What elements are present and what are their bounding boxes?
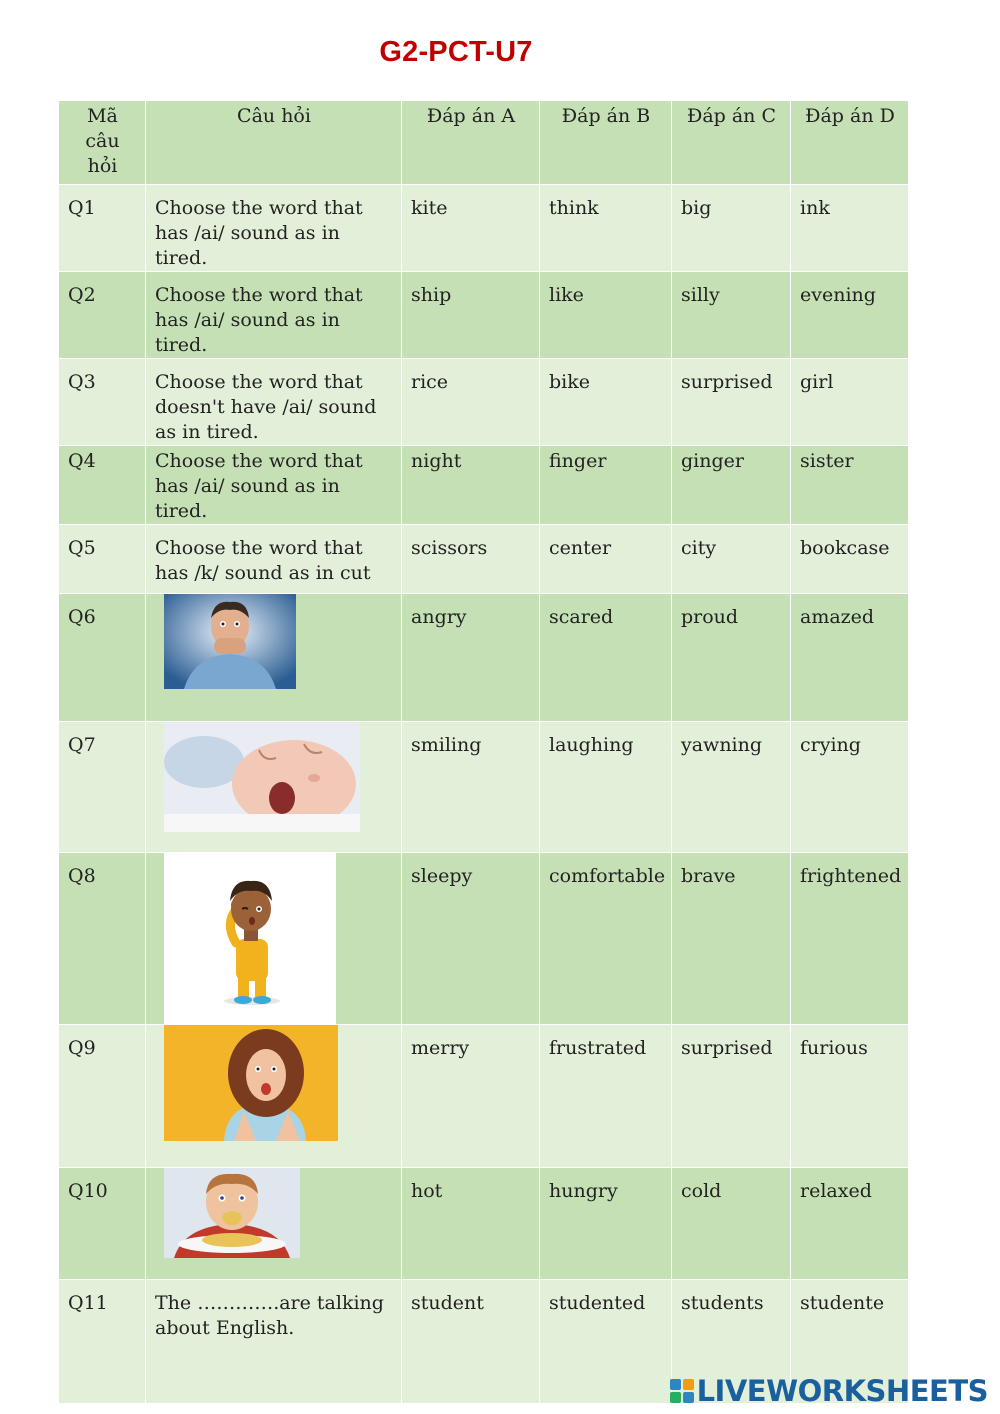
answer-a[interactable]: angry xyxy=(402,594,540,722)
answer-a[interactable]: student xyxy=(402,1280,540,1404)
answer-a[interactable]: night xyxy=(402,446,540,525)
question-id: Q8 xyxy=(59,853,146,1025)
answer-b[interactable]: studented xyxy=(540,1280,672,1404)
answer-c[interactable]: brave xyxy=(672,853,791,1025)
question-text: Choose the word that has /ai/ sound as in tired. xyxy=(146,272,402,359)
answer-b[interactable]: bike xyxy=(540,359,672,446)
liveworksheets-watermark xyxy=(670,1374,988,1408)
table-row xyxy=(59,272,909,359)
scared-man-photo xyxy=(164,594,296,689)
question-id: Q6 xyxy=(59,594,146,722)
answer-a[interactable]: sleepy xyxy=(402,853,540,1025)
question-image-cell xyxy=(146,722,402,853)
answer-d[interactable]: bookcase xyxy=(791,525,909,594)
answer-d[interactable]: amazed xyxy=(791,594,909,722)
answer-a[interactable]: kite xyxy=(402,185,540,272)
question-id: Q2 xyxy=(59,272,146,359)
answer-d[interactable]: girl xyxy=(791,359,909,446)
answer-c[interactable]: cold xyxy=(672,1168,791,1280)
answer-c[interactable]: students xyxy=(672,1280,791,1404)
answer-c[interactable]: surprised xyxy=(672,359,791,446)
answer-d[interactable]: evening xyxy=(791,272,909,359)
question-id: Q1 xyxy=(59,185,146,272)
header-answer-b: Đáp án B xyxy=(540,101,672,185)
table-row xyxy=(59,446,909,525)
header-question-id: Mã câu hỏi xyxy=(59,101,146,185)
question-id: Q7 xyxy=(59,722,146,853)
header-row xyxy=(59,101,909,185)
answer-a[interactable]: merry xyxy=(402,1025,540,1168)
answer-c[interactable]: silly xyxy=(672,272,791,359)
question-text: The ………….are talking about English. xyxy=(146,1280,402,1404)
answer-b[interactable]: frustrated xyxy=(540,1025,672,1168)
question-image-cell xyxy=(146,853,402,1025)
answer-d[interactable]: crying xyxy=(791,722,909,853)
answer-d[interactable]: sister xyxy=(791,446,909,525)
question-id: Q4 xyxy=(59,446,146,525)
liveworksheets-logo-icon xyxy=(670,1379,694,1403)
sleepy-boy-illustration xyxy=(164,853,336,1025)
answer-a[interactable]: ship xyxy=(402,272,540,359)
answer-d[interactable]: furious xyxy=(791,1025,909,1168)
question-id: Q10 xyxy=(59,1168,146,1280)
header-answer-a: Đáp án A xyxy=(402,101,540,185)
page-title: G2-PCT-U7 xyxy=(379,36,533,68)
answer-a[interactable]: scissors xyxy=(402,525,540,594)
question-image-cell xyxy=(146,1168,402,1280)
answer-b[interactable]: think xyxy=(540,185,672,272)
answer-c[interactable]: surprised xyxy=(672,1025,791,1168)
question-text: Choose the word that has /k/ sound as in cut xyxy=(146,525,402,594)
answer-b[interactable]: finger xyxy=(540,446,672,525)
table-row xyxy=(59,525,909,594)
answer-b[interactable]: laughing xyxy=(540,722,672,853)
answer-d[interactable]: ink xyxy=(791,185,909,272)
question-text: Choose the word that has /ai/ sound as in tired. xyxy=(146,446,402,525)
question-text: Choose the word that doesn't have /ai/ sound as in tired. xyxy=(146,359,402,446)
answer-b[interactable]: comfortable xyxy=(540,853,672,1025)
header-answer-d: Đáp án D xyxy=(791,101,909,185)
answer-a[interactable]: hot xyxy=(402,1168,540,1280)
surprised-woman-photo xyxy=(164,1025,338,1141)
table-row xyxy=(59,594,909,722)
answer-b[interactable]: scared xyxy=(540,594,672,722)
yawning-baby-photo xyxy=(164,722,360,832)
answer-c[interactable]: ginger xyxy=(672,446,791,525)
question-id: Q9 xyxy=(59,1025,146,1168)
answer-c[interactable]: yawning xyxy=(672,722,791,853)
answer-b[interactable]: center xyxy=(540,525,672,594)
answer-b[interactable]: like xyxy=(540,272,672,359)
question-image-cell xyxy=(146,1025,402,1168)
answer-c[interactable]: city xyxy=(672,525,791,594)
answer-a[interactable]: smiling xyxy=(402,722,540,853)
answer-d[interactable]: studente xyxy=(791,1280,909,1404)
table-row xyxy=(59,359,909,446)
question-image-cell xyxy=(146,594,402,722)
answer-d[interactable]: frightened xyxy=(791,853,909,1025)
header-question: Câu hỏi xyxy=(146,101,402,185)
table-row xyxy=(59,853,909,1025)
answer-d[interactable]: relaxed xyxy=(791,1168,909,1280)
answer-c[interactable]: big xyxy=(672,185,791,272)
question-text: Choose the word that has /ai/ sound as in tired. xyxy=(146,185,402,272)
table-row xyxy=(59,185,909,272)
watermark-text: LIVEWORKSHEETS xyxy=(696,1374,988,1408)
answer-c[interactable]: proud xyxy=(672,594,791,722)
answer-a[interactable]: rice xyxy=(402,359,540,446)
quiz-table xyxy=(58,100,909,1404)
answer-b[interactable]: hungry xyxy=(540,1168,672,1280)
question-id: Q3 xyxy=(59,359,146,446)
table-row xyxy=(59,1168,909,1280)
boy-eating-spaghetti-photo xyxy=(164,1168,300,1258)
header-answer-c: Đáp án C xyxy=(672,101,791,185)
question-id: Q11 xyxy=(59,1280,146,1404)
table-row xyxy=(59,722,909,853)
question-id: Q5 xyxy=(59,525,146,594)
table-row xyxy=(59,1025,909,1168)
